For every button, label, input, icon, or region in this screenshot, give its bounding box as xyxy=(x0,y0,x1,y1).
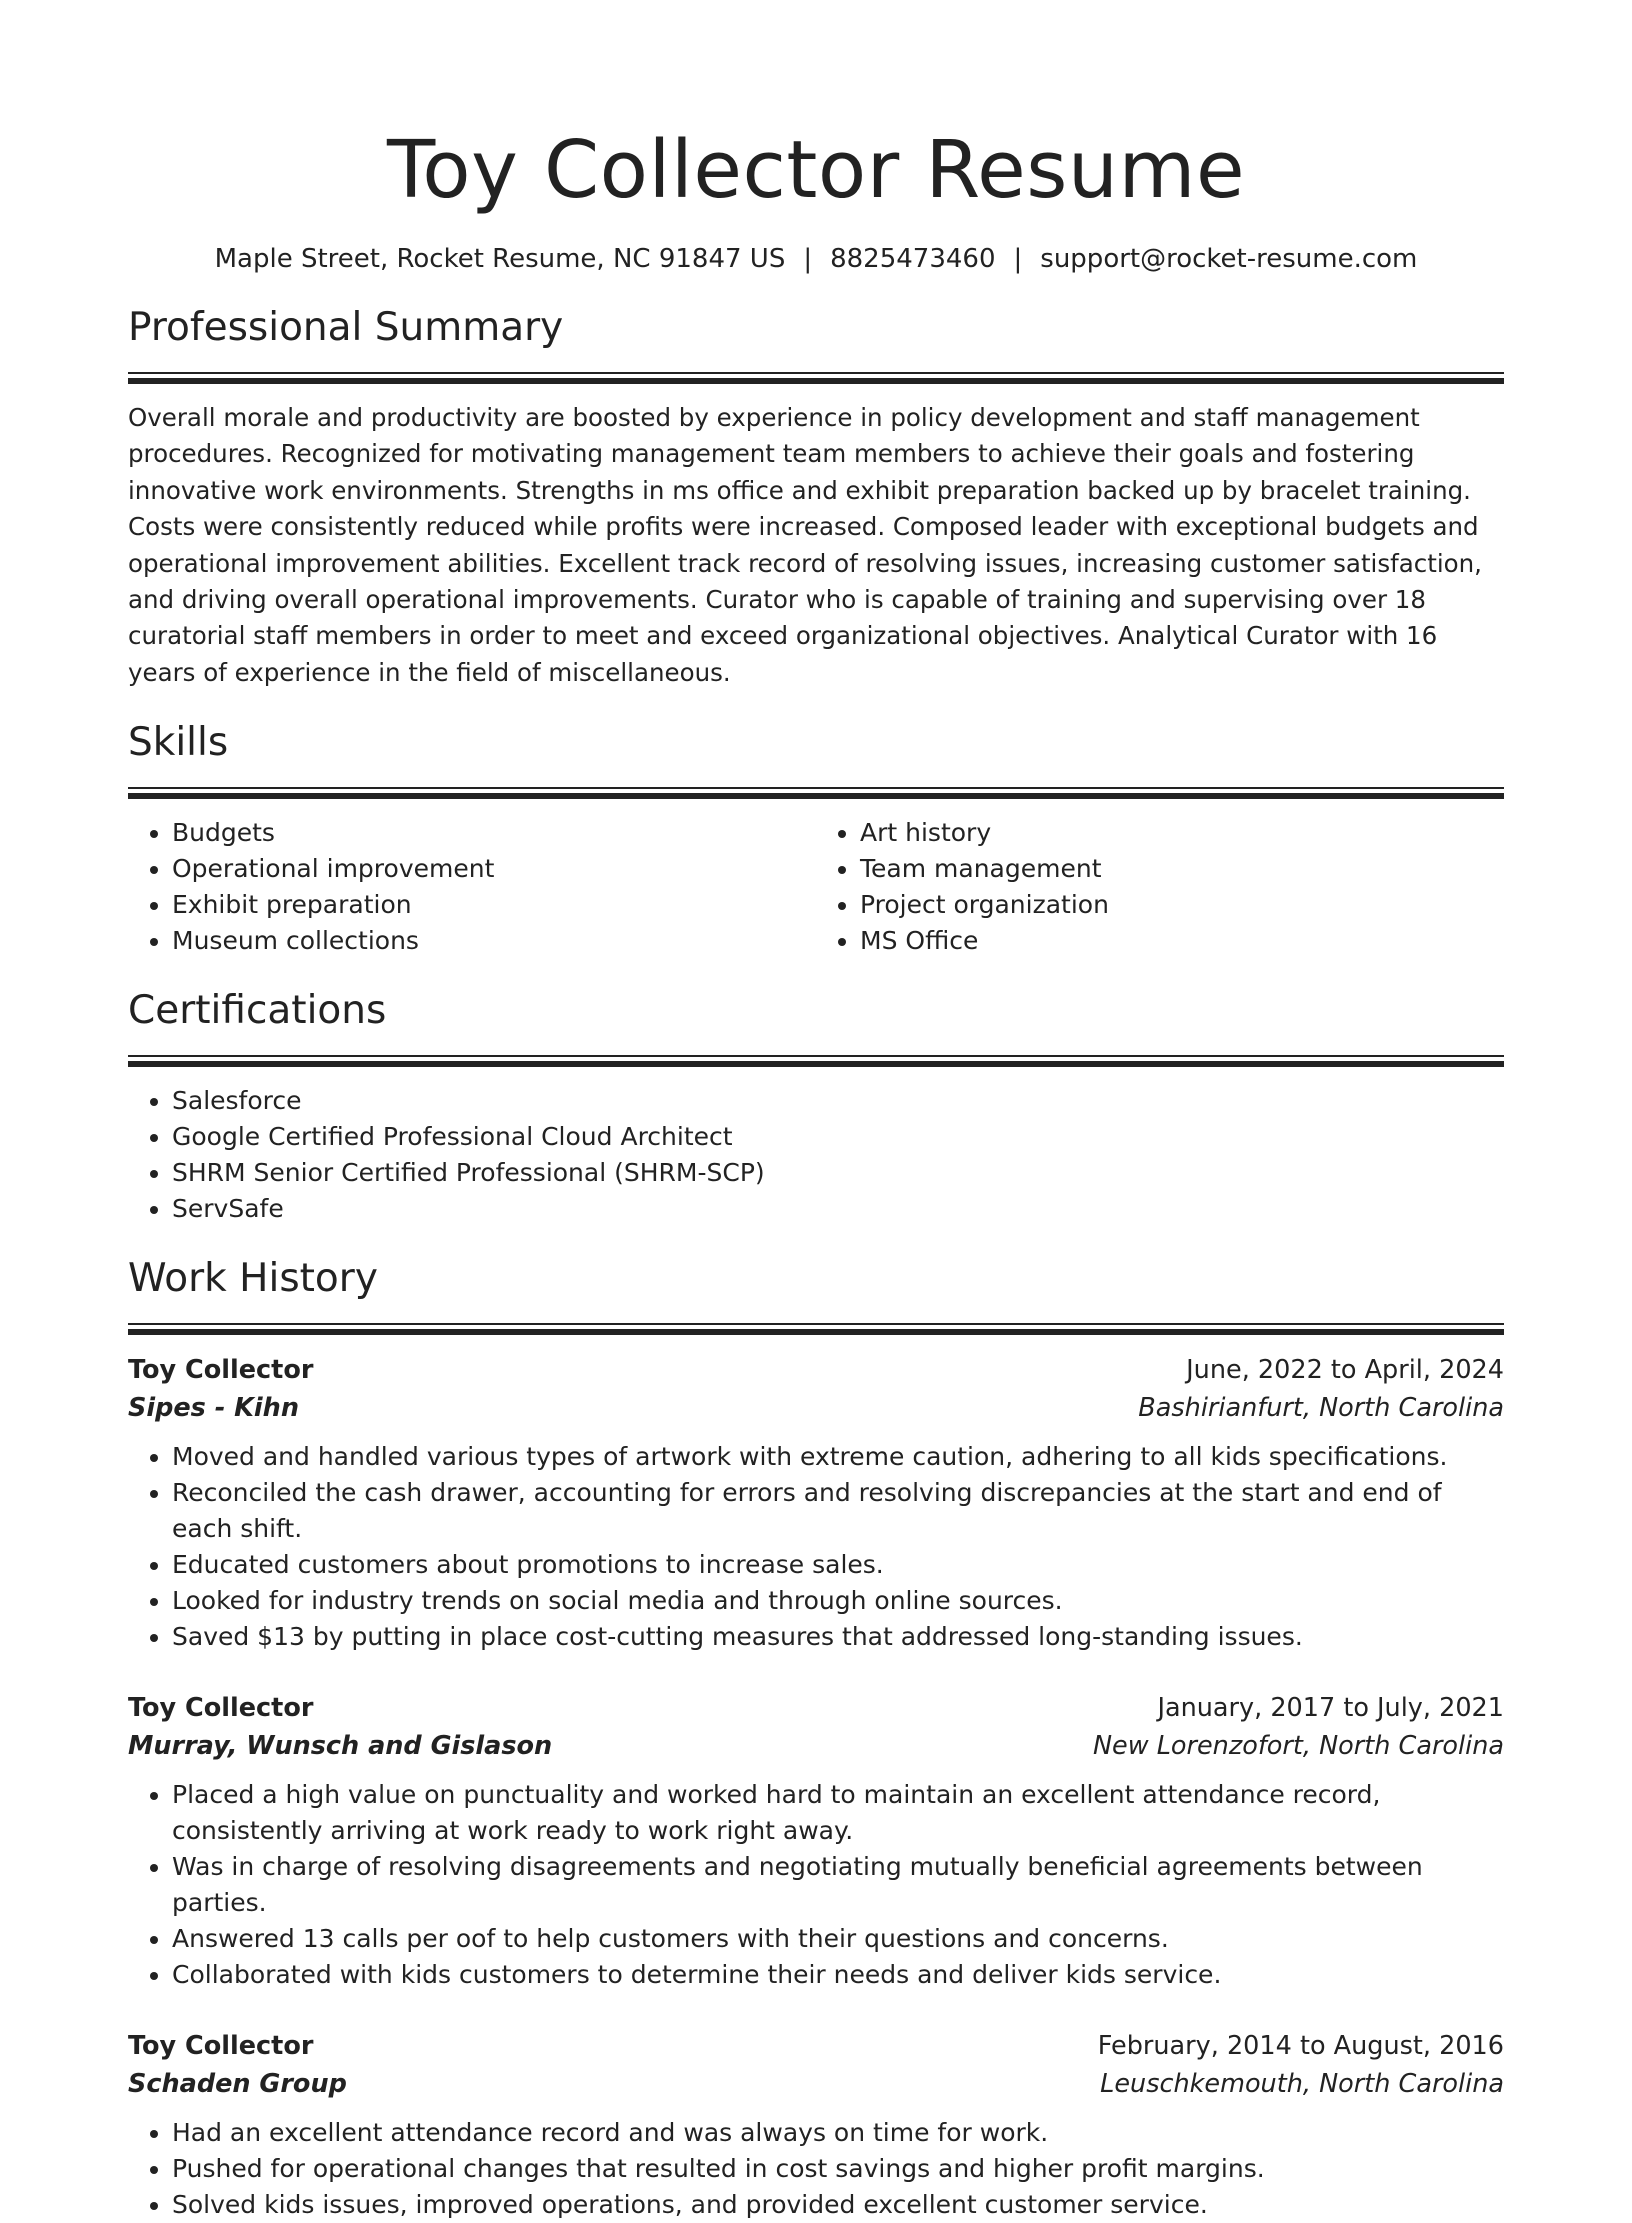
job-location: New Lorenzofort, North Carolina xyxy=(1092,1731,1504,1762)
certification-item: • SHRM Senior Certified Professional (SHRM-SCP) xyxy=(172,1155,1504,1191)
job-company: Schaden Group xyxy=(128,2069,347,2100)
job-company-row xyxy=(128,2065,1504,2103)
job-duty: • Had an excellent attendance record and was always on time for work. xyxy=(172,2115,1504,2151)
job-company-row xyxy=(128,1727,1504,1765)
summary-text: Overall morale and productivity are boosted by experience in policy development and staff management procedures. Recognized for motivating management team members to achieve their goals and fostering innovative work environments. Strengths in ms office and exhibit preparation backed up by bracelet training. Costs were consistently reduced while profits were increased. Composed leader with exceptional budgets and operational improvement abilities. Excellent track record of resolving issues, increasing customer satisfaction, and driving overall operational improvements. Curator who is capable of training and supervising over 18 curatorial staff members in order to meet and exceed organizational objectives. Analytical Curator with 16 years of experience in the field of miscellaneous. xyxy=(128,403,1482,687)
job-duty: • Looked for industry trends on social media and through online sources. xyxy=(172,1583,1504,1619)
contact-address: Maple Street, Rocket Resume, NC 91847 US xyxy=(214,244,786,274)
contact-separator: | xyxy=(1013,244,1023,274)
job-dates: February, 2014 to August, 2016 xyxy=(1097,2031,1504,2062)
job-duties-list xyxy=(128,1777,1504,1993)
skill-item: • Budgets xyxy=(172,815,816,851)
resume-title: Toy Collector Resume xyxy=(386,124,1246,216)
certification-item: • Salesforce xyxy=(172,1083,1504,1119)
job-duty: • Answered 13 calls per oof to help customers with their questions and concerns. xyxy=(172,1921,1504,1957)
job-duty: • Collaborated with kids customers to determine their needs and deliver kids service. xyxy=(172,1957,1504,1993)
certifications-section xyxy=(128,987,1504,1227)
job-duty: • Pushed for operational changes that resulted in cost savings and higher profit margins. xyxy=(172,2151,1504,2187)
job-entry xyxy=(128,2027,1504,2223)
skill-item: • Team management xyxy=(860,851,1504,887)
job-duty: • Educated customers about promotions to increase sales. xyxy=(172,1547,1504,1583)
summary-heading: Professional Summary xyxy=(128,305,564,350)
contact-email: support@rocket-resume.com xyxy=(1040,244,1418,274)
section-divider xyxy=(128,787,1504,799)
job-header-row xyxy=(128,1689,1504,1727)
skill-item: • Exhibit preparation xyxy=(172,887,816,923)
skill-item: • Museum collections xyxy=(172,923,816,959)
skills-heading: Skills xyxy=(128,720,229,766)
job-location: Leuschkemouth, North Carolina xyxy=(1100,2069,1504,2100)
contact-phone: 8825473460 xyxy=(830,244,996,274)
section-divider xyxy=(128,372,1504,384)
skills-grid xyxy=(128,815,1504,959)
job-duty: • Saved $13 by putting in place cost-cutting measures that addressed long-standing issues. xyxy=(172,1619,1504,1655)
skills-section xyxy=(128,719,1504,959)
section-divider xyxy=(128,1055,1504,1067)
job-company: Murray, Wunsch and Gislason xyxy=(128,1731,553,1762)
job-duty: • Solved kids issues, improved operations, and provided excellent customer service. xyxy=(172,2187,1504,2223)
job-dates: January, 2017 to July, 2021 xyxy=(1157,1693,1504,1724)
job-dates: June, 2022 to April, 2024 xyxy=(1186,1355,1504,1386)
contact-line xyxy=(128,242,1504,276)
job-company-row xyxy=(128,1389,1504,1427)
skill-item: • Art history xyxy=(860,815,1504,851)
job-title: Toy Collector xyxy=(128,2031,314,2062)
contact-separator: | xyxy=(803,244,813,274)
certification-item: • Google Certified Professional Cloud Architect xyxy=(172,1119,1504,1155)
skill-item: • MS Office xyxy=(860,923,1504,959)
job-header-row xyxy=(128,2027,1504,2065)
skill-item: • Operational improvement xyxy=(172,851,816,887)
job-duty: • Reconciled the cash drawer, accounting for errors and resolving discrepancies at the start and end of each shift. xyxy=(172,1475,1504,1547)
job-duty: • Moved and handled various types of artwork with extreme caution, adhering to all kids specifications. xyxy=(172,1439,1504,1475)
job-duties-list xyxy=(128,1439,1504,1655)
job-duties-list xyxy=(128,2115,1504,2223)
summary-section xyxy=(128,304,1504,691)
skill-item: • Project organization xyxy=(860,887,1504,923)
work-history-section xyxy=(128,1255,1504,2223)
certifications-heading: Certifications xyxy=(128,988,387,1034)
job-duty: • Was in charge of resolving disagreements and negotiating mutually beneficial agreements between parties. xyxy=(172,1849,1504,1921)
skills-list-right xyxy=(816,815,1504,959)
job-entry xyxy=(128,1351,1504,1655)
section-divider xyxy=(128,1323,1504,1335)
job-duty: • Placed a high value on punctuality and worked hard to maintain an excellent attendance record, consistently arriving at work ready to work right away. xyxy=(172,1777,1504,1849)
skills-list-left xyxy=(128,815,816,959)
job-title: Toy Collector xyxy=(128,1693,314,1724)
certifications-list xyxy=(128,1083,1504,1227)
certification-item: • ServSafe xyxy=(172,1191,1504,1227)
job-company: Sipes - Kihn xyxy=(128,1393,299,1424)
job-header-row xyxy=(128,1351,1504,1389)
job-title: Toy Collector xyxy=(128,1355,314,1386)
work-history-heading: Work History xyxy=(128,1256,378,1302)
job-entry xyxy=(128,1689,1504,1993)
job-location: Bashirianfurt, North Carolina xyxy=(1138,1393,1504,1424)
